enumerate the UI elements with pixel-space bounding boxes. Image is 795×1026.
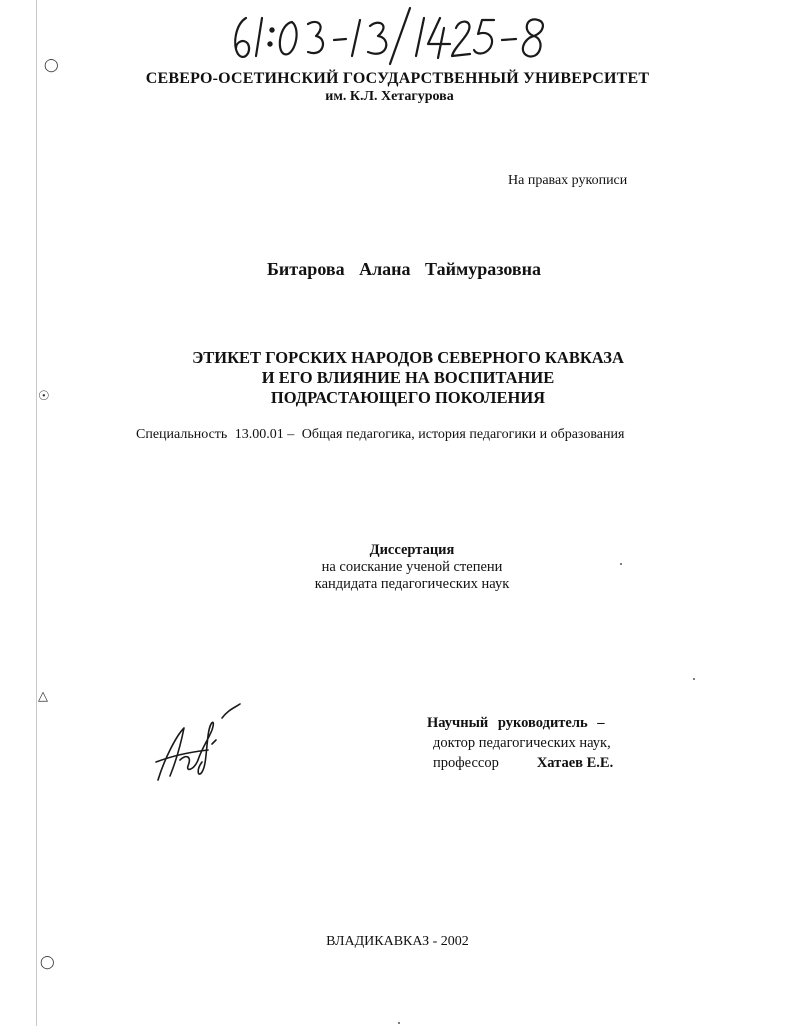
handwritten-stamp-icon — [228, 4, 558, 66]
advisor-degree: доктор педагогических наук, — [433, 735, 611, 751]
title-line: ЭТИКЕТ ГОРСКИХ НАРОДОВ СЕВЕРНОГО КАВКАЗА — [192, 348, 624, 367]
specialty-code: 13.00.01 – — [234, 427, 295, 442]
title-line: ПОДРАСТАЮЩЕГО ПОКОЛЕНИЯ — [270, 388, 546, 407]
manuscript-rights-note: На правах рукописи — [508, 173, 628, 188]
scan-speck — [398, 1022, 400, 1024]
title-line: И ЕГО ВЛИЯНИЕ НА ВОСПИТАНИЕ — [261, 368, 555, 387]
dissertation-title — [0, 348, 795, 408]
author-name: Битарова Алана Таймуразовна — [266, 259, 542, 279]
scan-speck — [693, 678, 695, 680]
advisor-position-line — [427, 753, 613, 773]
hole-icon: ◯ — [40, 955, 55, 970]
advisor-heading: Научный руководитель – — [427, 715, 605, 731]
specialty-label: Специальность — [136, 427, 228, 442]
specialty-name: Общая педагогика, история педагогики и образования — [301, 427, 625, 442]
advisor-name: Хатаев Е.Е. — [536, 755, 614, 771]
city-year: ВЛАДИКАВКАЗ - 2002 — [326, 934, 469, 949]
scan-left-edge — [36, 0, 37, 1026]
degree-name: кандидата педагогических наук — [314, 576, 510, 592]
scientific-advisor — [427, 713, 613, 773]
specialty-line — [136, 427, 624, 443]
signature-icon — [150, 700, 250, 790]
hole-icon: ☉ — [38, 389, 50, 404]
degree-purpose: на соискание ученой степени — [321, 559, 503, 575]
university-named-after: им. К.Л. Хетагурова — [325, 89, 454, 104]
dissertation-heading: Диссертация — [369, 542, 455, 558]
hole-icon: △ — [38, 689, 48, 704]
advisor-position: профессор — [433, 755, 499, 771]
scan-speck — [620, 563, 622, 565]
hole-icon: ◯ — [44, 58, 59, 73]
university-name: СЕВЕРО-ОСЕТИНСКИЙ ГОСУДАРСТВЕННЫЙ УНИВЕРСИТЕТ — [145, 70, 650, 87]
dissertation-type — [0, 542, 795, 593]
archive-stamp — [228, 4, 558, 66]
